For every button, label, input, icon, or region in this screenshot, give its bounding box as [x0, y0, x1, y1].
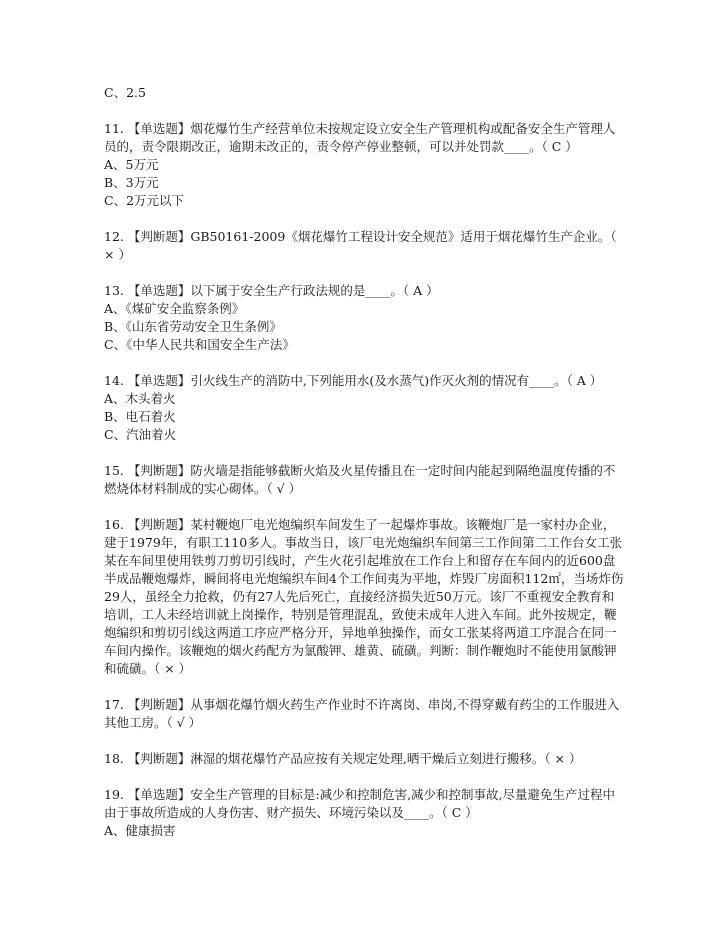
option-a: A、5万元 — [104, 157, 159, 172]
question-11 — [104, 120, 624, 210]
option-c: C、2万元以下 — [104, 193, 185, 208]
option-c-prev: C、2.5 — [104, 85, 146, 100]
question-16 — [104, 516, 624, 678]
question-19 — [104, 786, 624, 840]
option-a: A、健康损害 — [104, 823, 176, 838]
question-stem: 15. 【判断题】防火墙是指能够截断火焰及火星传播且在一定时间内能起到隔绝温度传播的不燃烧体材料制成的实心砌体。（ √ ） — [104, 463, 616, 496]
question-stem: 14. 【单选题】引火线生产的消防中,下列能用水(及水蒸气)作灭火剂的情况有____。（ A ） — [104, 373, 603, 388]
question-stem: 12. 【判断题】GB50161-2009《烟花爆竹工程设计安全规范》适用于烟花爆竹生产企业。（ × ） — [104, 229, 617, 262]
option-c: C、《中华人民共和国安全生产法》 — [104, 337, 295, 352]
question-12 — [104, 228, 624, 264]
question-13 — [104, 282, 624, 354]
option-c: C、汽油着火 — [104, 427, 177, 442]
question-stem: 13. 【单选题】以下属于安全生产行政法规的是____。（ A ） — [104, 283, 439, 298]
option-b: B、电石着火 — [104, 409, 176, 424]
question-stem: 16. 【判断题】某村鞭炮厂电光炮编织车间发生了一起爆炸事故。该鞭炮厂是一家村办企业，建于1979年，有职工110多人。事故当日，该厂电光炮编织车间第三工作间第二工作台女工张某在车间里使用铁剪刀剪切引线时，产生火花引起堆放在工作台上和留存在车间内的近600盘半成品鞭炮爆炸，瞬间将电光炮编织车间4个工作间夷为平地，炸毁厂房面积112㎡，当场炸伤29人，虽经全力抢救，仍有27人先后死亡，直接经济损失近50万元。该厂不重视安全教育和培训，工人未经培训就上岗操作，特别是管理混乱，致使未成年人进入车间。此外按规定，鞭炮编织和剪切引线这两道工序应严格分开，异地单独操作，而女工张某将两道工序混合在同一车间内操作。该鞭炮的烟火药配方为氯酸钾、雄黄、硫磺。判断：制作鞭炮时不能使用氯酸钾和硫磺。（ × ） — [104, 517, 624, 676]
exam-page — [104, 84, 624, 840]
option-a: A、《煤矿安全监察条例》 — [104, 301, 245, 316]
option-b: B、《山东省劳动安全卫生条例》 — [104, 319, 282, 334]
question-stem: 11. 【单选题】烟花爆竹生产经营单位未按规定设立安全生产管理机构或配备安全生产管理人员的，责令限期改正，逾期未改正的，责令停产停业整顿，可以并处罚款____。（ C ） — [104, 121, 616, 154]
option-b: B、3万元 — [104, 175, 159, 190]
option-a: A、木头着火 — [104, 391, 176, 406]
question-stem: 19. 【单选题】安全生产管理的目标是:减少和控制危害,减少和控制事故,尽量避免生产过程中由于事故所造成的人身伤害、财产损失、环境污染以及____。（ C ） — [104, 787, 616, 820]
question-14 — [104, 372, 624, 444]
question-stem: 18. 【判断题】淋湿的烟花爆竹产品应按有关规定处理,晒干燥后立刻进行搬移。（ × ） — [104, 751, 582, 766]
question-18 — [104, 750, 624, 768]
question-15 — [104, 462, 624, 498]
question-17 — [104, 696, 624, 732]
question-stem: 17. 【判断题】从事烟花爆竹烟火药生产作业时不许离岗、串岗,不得穿戴有药尘的工作服进入其他工房。（ √ ） — [104, 697, 620, 730]
